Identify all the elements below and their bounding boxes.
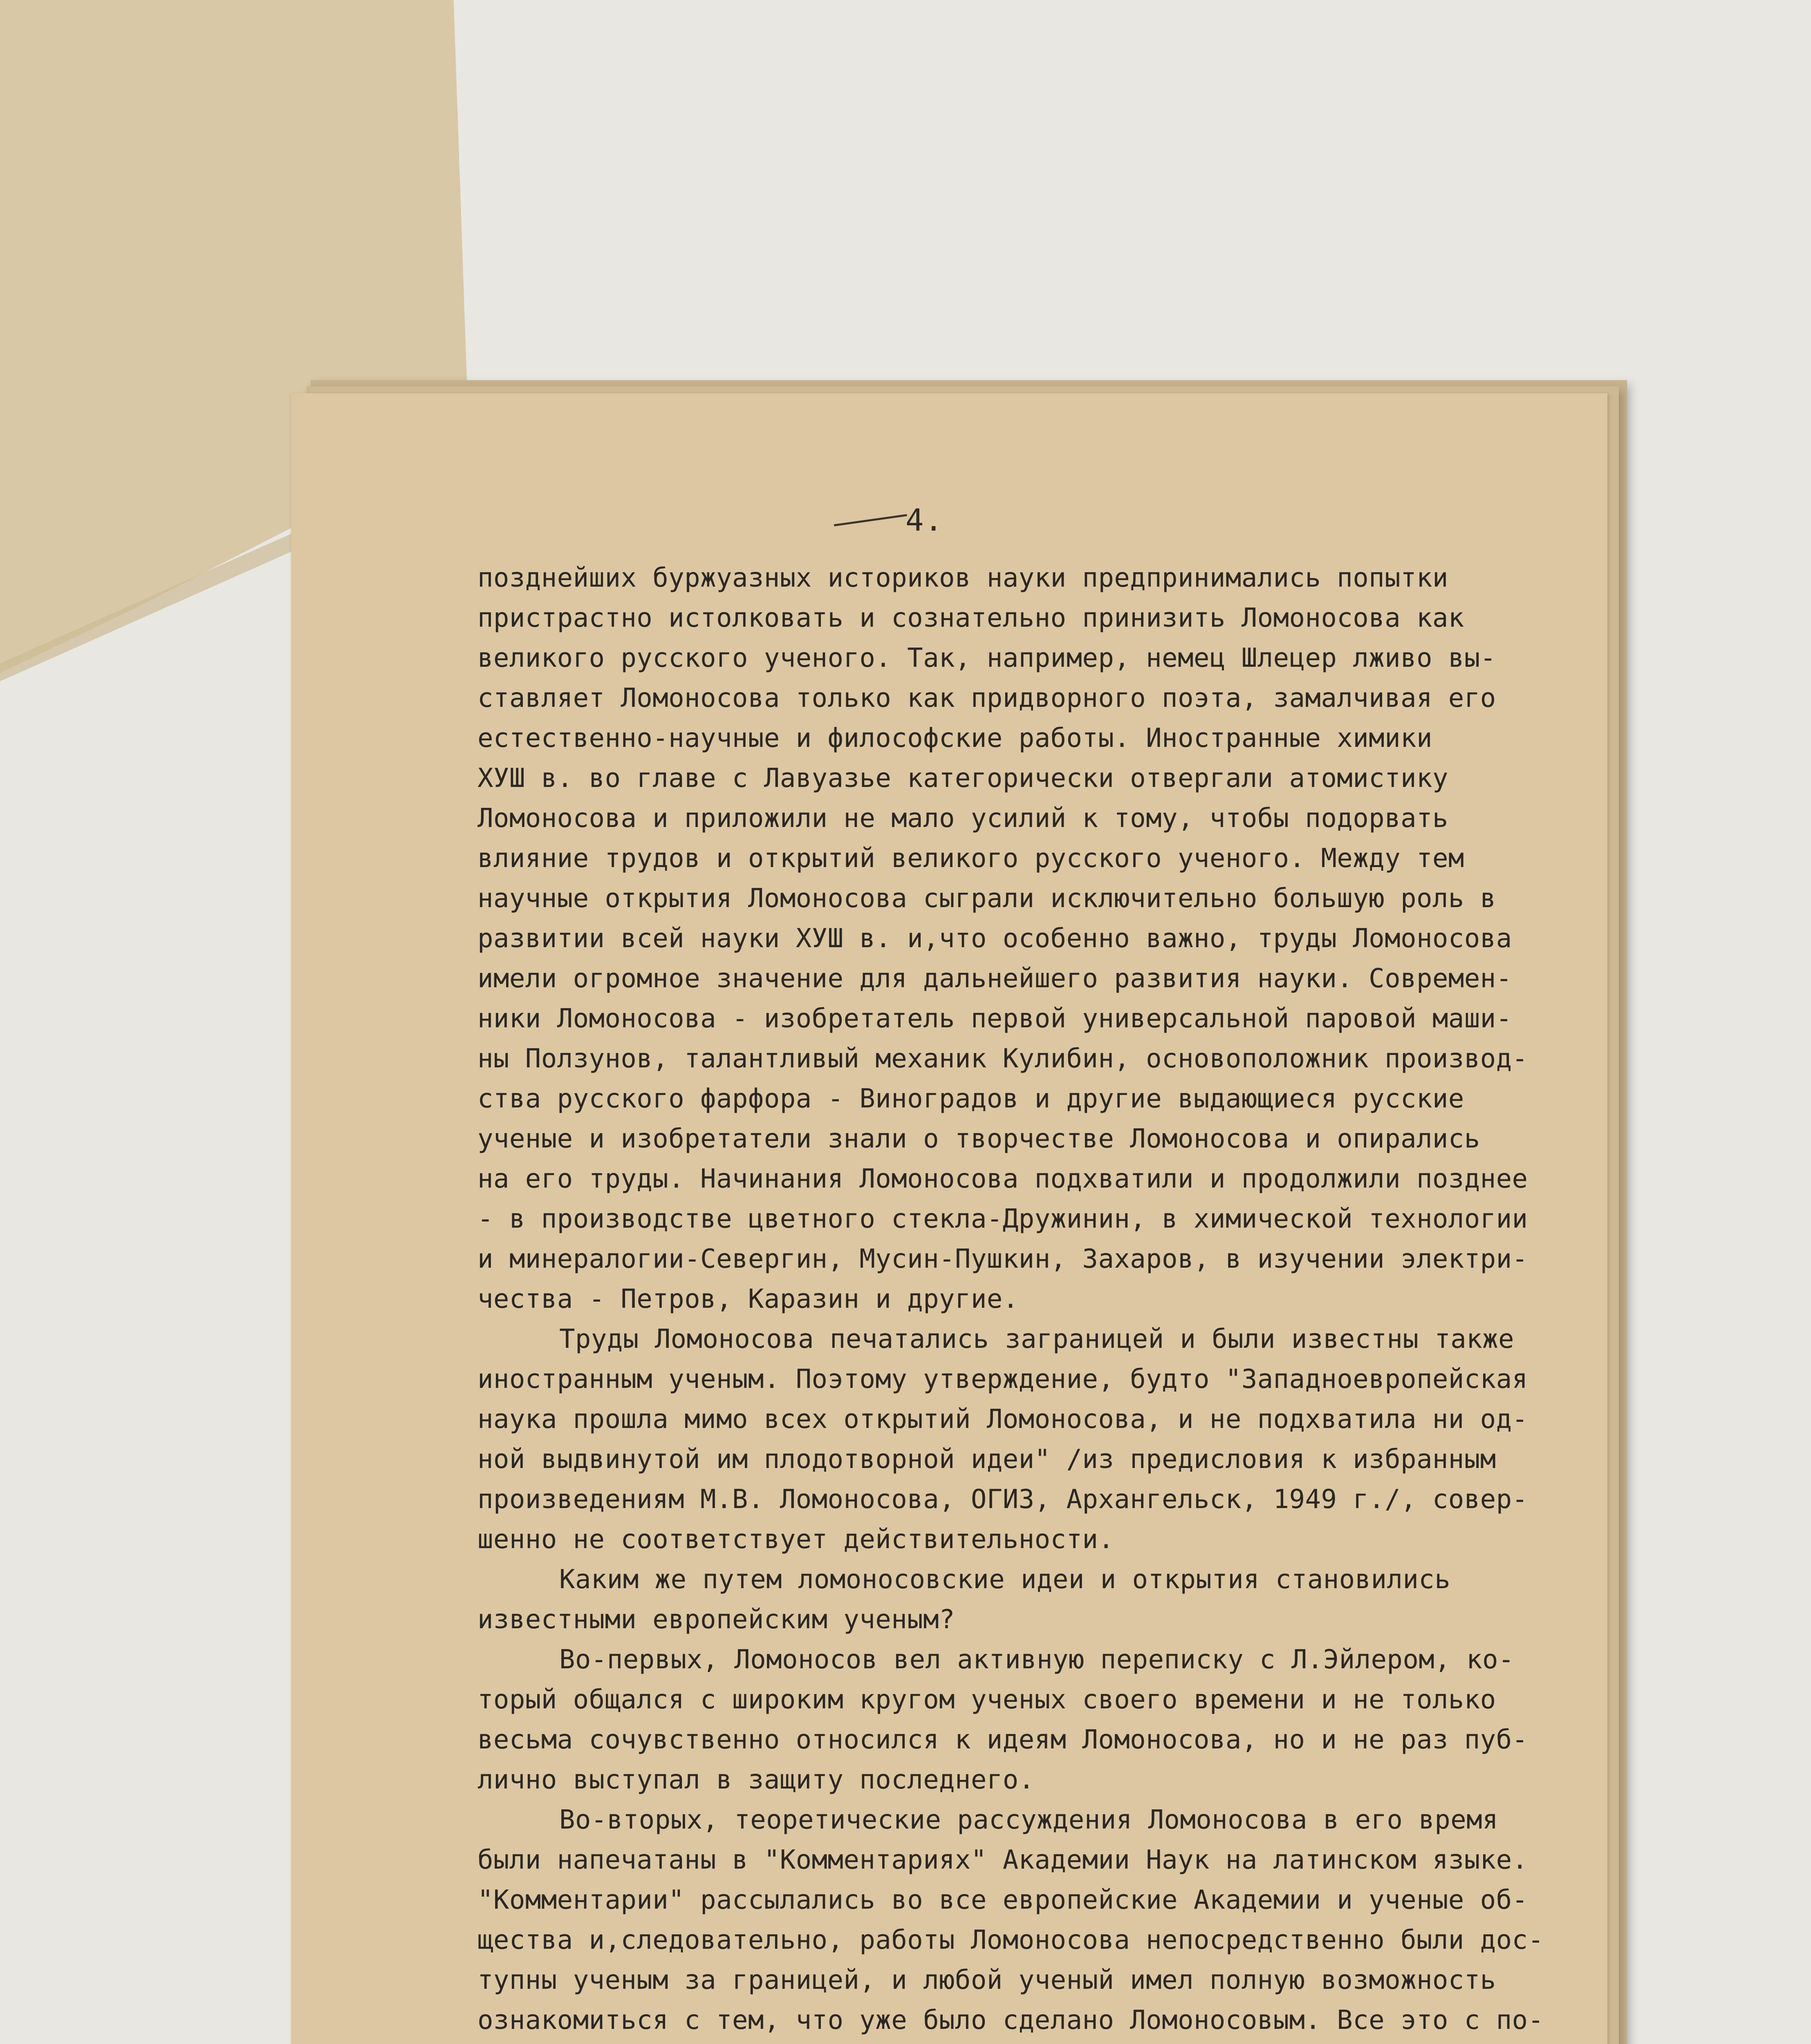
text-line: влияние трудов и открытий великого русского ученого. Между тем [477,843,1464,874]
page-text [477,558,1606,2040]
text-line: ники Ломоносова - изобретатель первой универсальной паровой маши- [477,1004,1512,1034]
text-line: Во-вторых, теоретические рассуждения Ломоносова в его время [559,1805,1498,1835]
text-line: щества и,следовательно, работы Ломоносова непосредственно были дос- [477,1925,1544,1955]
text-line: торый общался с широким кругом ученых своего времени и не только [477,1685,1496,1715]
text-line: ной выдвинутой им плодотворной идеи" /из предисловия к избранным [477,1444,1496,1475]
text-line: - в производстве цветного стекла-Дружинин, в химической технологии [477,1204,1528,1234]
text-line: пристрастно истолковать и сознательно принизить Ломоносова как [477,603,1464,633]
text-line: шенно не соответствует действительности. [477,1524,1114,1555]
text-line: естественно-научные и философские работы. Иностранные химики [477,723,1432,753]
text-line: иностранным ученым. Поэтому утверждение, будто "Западноевропейская [477,1364,1528,1394]
text-line: и минералогии-Севергин, Мусин-Пушкин, Захаров, в изучении электри- [477,1244,1528,1274]
text-line: имели огромное значение для дальнейшего развития науки. Современ- [477,964,1512,994]
text-line: научные открытия Ломоносова сыграли исключительно большую роль в [477,883,1496,914]
text-line: наука прошла мимо всех открытий Ломоносова, и не подхватила ни од- [477,1404,1528,1434]
text-line: ознакомиться с тем, что уже было сделано Ломоносовым. Все это с по- [477,2005,1544,2035]
text-line: ны Ползунов, талантливый механик Кулибин, основоположник производ- [477,1044,1528,1074]
page-number: 4. [906,503,944,538]
text-line: великого русского ученого. Так, например, немец Шлецер лживо вы- [477,643,1496,673]
text-line: известными европейским ученым? [477,1605,955,1635]
text-line: "Комментарии" рассылались во все европейские Академии и ученые об- [477,1885,1528,1915]
text-line: ставляет Ломоносова только как придворного поэта, замалчивая его [477,683,1496,713]
text-line: развитии всей науки ХУШ в. и,что особенно важно, труды Ломоносова [477,923,1512,954]
text-line: Во-первых, Ломоносов вел активную переписку с Л.Эйлером, ко- [559,1645,1514,1675]
text-line: Ломоносова и приложили не мало усилий к тому, чтобы подорвать [477,803,1448,834]
text-line: позднейших буржуазных историков науки предпринимались попытки [477,563,1448,593]
text-line: тупны ученым за границей, и любой ученый имел полную возможность [477,1965,1496,1995]
text-line: лично выступал в защиту последнего. [477,1765,1035,1795]
text-line: ученые и изобретатели знали о творчестве Ломоносова и опирались [477,1124,1480,1154]
text-line: на его труды. Начинания Ломоносова подхватили и продолжили позднее [477,1164,1528,1194]
text-line: Каким же путем ломоносовские идеи и открытия становились [559,1564,1451,1595]
text-line: ХУШ в. во главе с Лавуазье категорически отвергали атомистику [477,763,1448,793]
text-line: были напечатаны в "Комментариях" Академии Наук на латинском языке. [477,1845,1528,1875]
text-line: произведениям М.В. Ломоносова, ОГИЗ, Архангельск, 1949 г./, совер- [477,1484,1528,1515]
text-line: весьма сочувственно относился к идеям Ломоносова, но и не раз пуб- [477,1725,1528,1755]
text-line: Труды Ломоносова печатались заграницей и были известны также [559,1324,1514,1354]
text-line: ства русского фарфора - Виноградов и другие выдающиеся русские [477,1084,1464,1114]
text-line: чества - Петров, Каразин и другие. [477,1284,1019,1314]
